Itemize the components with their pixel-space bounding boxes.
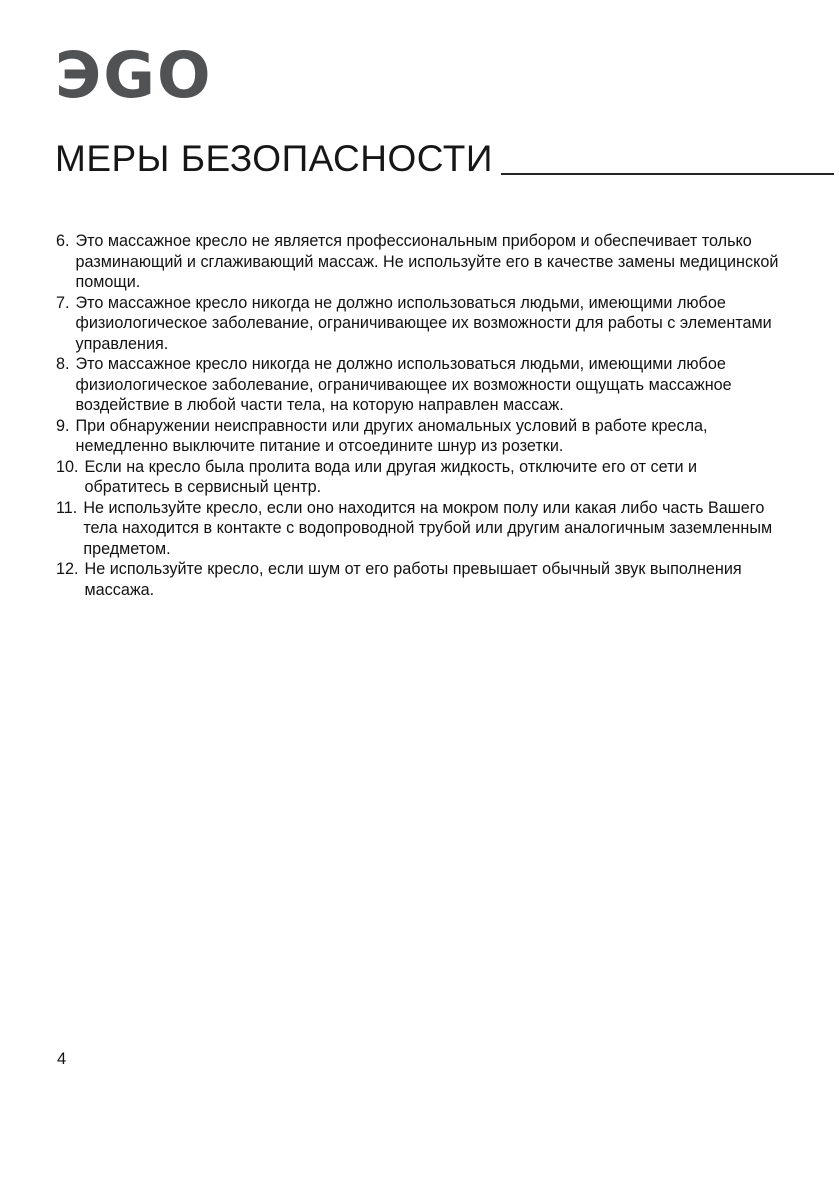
list-item-number: 8. [56, 355, 70, 373]
list-item [56, 293, 786, 355]
list-item-number: 6. [56, 232, 70, 250]
list-item [56, 457, 786, 498]
list-item [56, 231, 786, 293]
list-item [56, 354, 786, 416]
list-item-text: Не используйте кресло, если оно находится на мокром полу или какая либо часть Вашего тела находится в контакте с водопроводной трубой или другим аналогичным заземленным предметом. [83, 498, 773, 558]
title-underline [501, 173, 834, 175]
list-item-number: 12. [56, 560, 79, 578]
list-item-text: Не используйте кресло, если шум от его работы превышает обычный звук выполнения массажа. [84, 560, 742, 599]
section-header [55, 140, 834, 179]
list-item-number: 7. [56, 293, 70, 312]
list-item-number: 9. [56, 416, 70, 435]
list-item-text: Это массажное кресло никогда не должно использоваться людьми, имеющими любое физиологическое заболевание, ограничивающее их возможности для работы с элементами управления. [75, 293, 772, 353]
list-item-text: Если на кресло была пролита вода или другая жидкость, отключите его от сети и обратитесь в сервисный центр. [84, 457, 698, 496]
list-item-number: 11. [56, 498, 78, 517]
list-item [56, 498, 786, 560]
page-title: МЕРЫ БЕЗОПАСНОСТИ [55, 138, 493, 179]
list-item-text: Это массажное кресло никогда не должно использоваться людьми, имеющими любое физиологическое заболевание, ограничивающее их возможности ощущать массажное воздействие в любой части тела, на которую направлен массаж. [75, 355, 732, 414]
list-item-text: При обнаружении неисправности или других аномальных условий в работе кресла, немедленно выключите питание и отсоедините шнур из розетки. [75, 416, 708, 455]
page-number: 4 [57, 1050, 67, 1068]
list-item [56, 416, 786, 457]
list-item-number: 10. [56, 457, 79, 476]
safety-list [56, 231, 786, 600]
brand-logo: ЭGO [55, 39, 213, 112]
list-item [56, 559, 786, 600]
list-item-text: Это массажное кресло не является профессиональным прибором и обеспечивает только разминающий и сглаживающий массаж. Не используйте его в качестве замены медицинской помощи. [75, 232, 779, 291]
